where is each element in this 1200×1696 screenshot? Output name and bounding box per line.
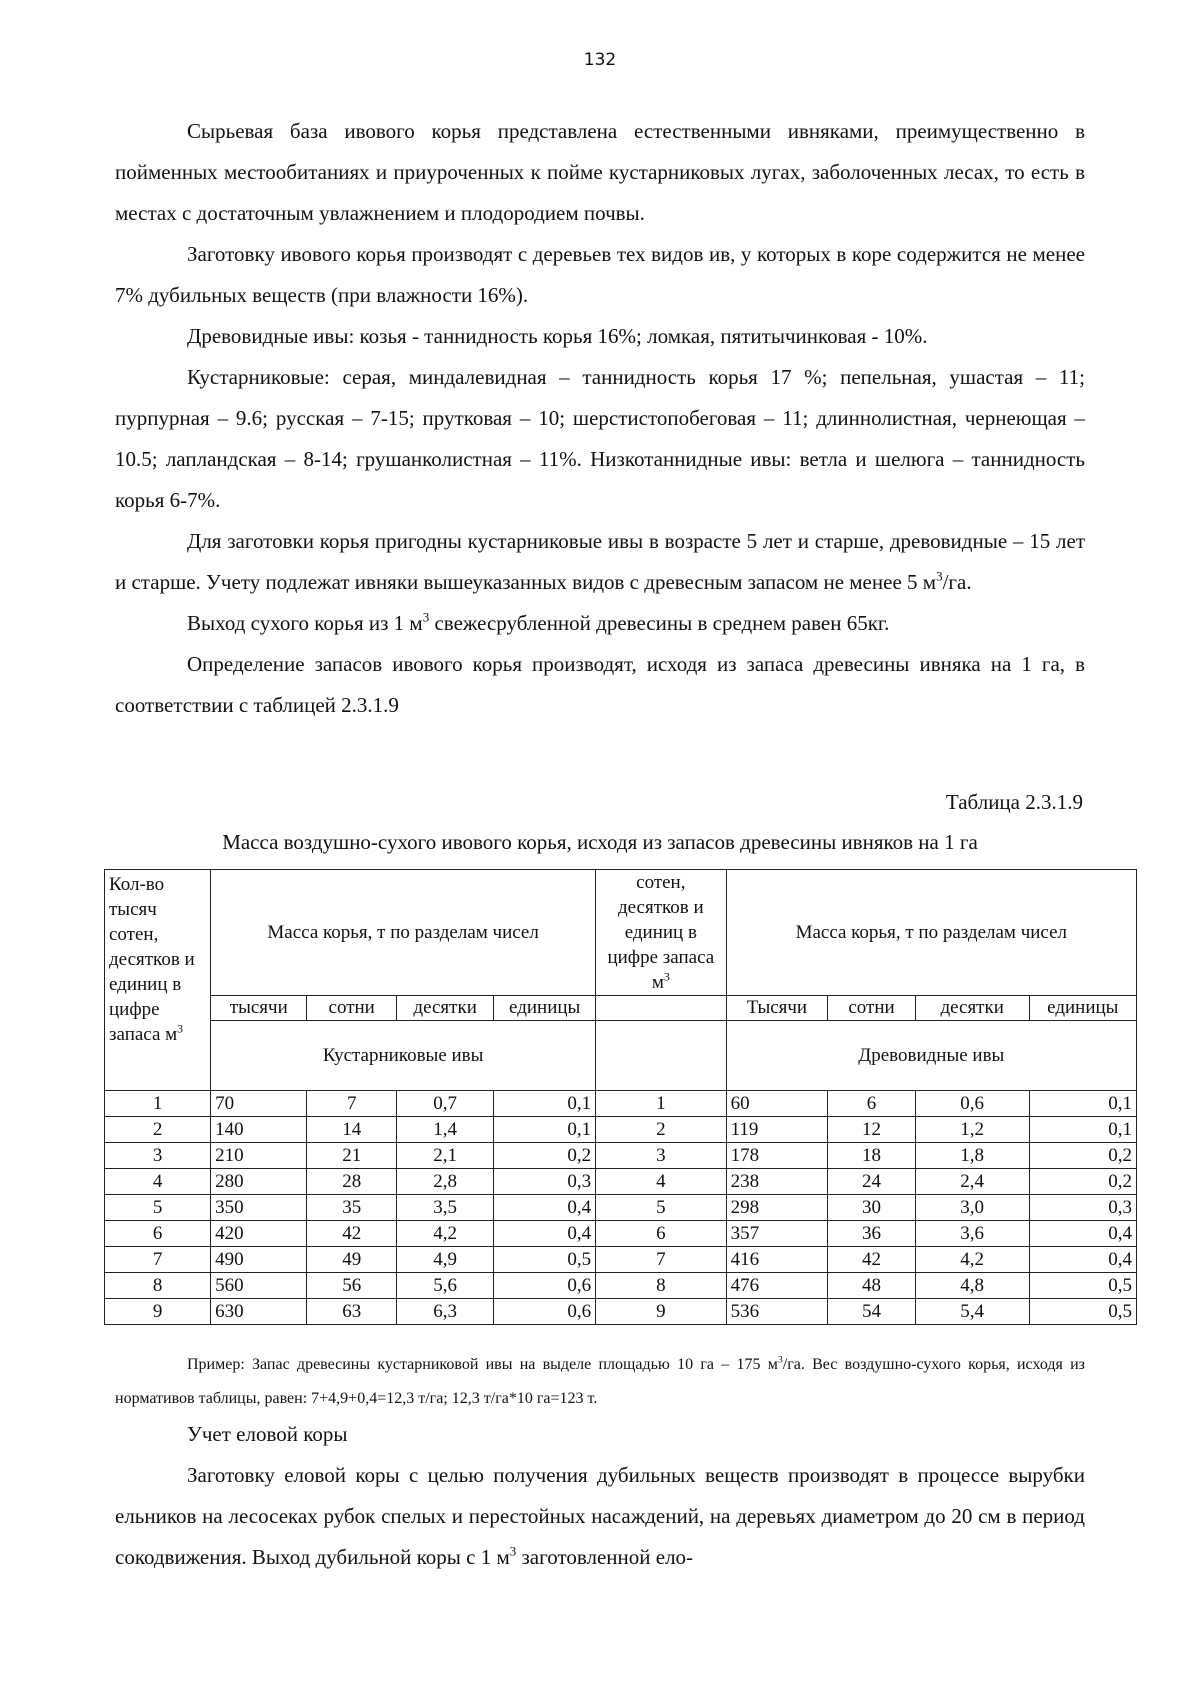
age-stock-unit: /га. (942, 570, 972, 594)
table-cell: 8 (105, 1273, 211, 1299)
example-text-start: Пример: Запас древесины кустарниковой ивы на выделе площадью 10 га – 175 м (187, 1356, 778, 1373)
table-cell: 1,8 (915, 1143, 1029, 1169)
age-stock-text: Для заготовки корья пригодны кустарниковые ивы в возрасте 5 лет и старше, древовидные – 15 лет и старше. Учету подлежат ивняки вышеуказанных видов с древесным запасом не менее 5 м (115, 529, 1085, 594)
table-number: Таблица 2.3.1.9 (945, 790, 1083, 814)
subheader-units: единицы (1029, 996, 1136, 1021)
table-cell: 5 (105, 1195, 211, 1221)
example-note (115, 1348, 1085, 1416)
table-cell: 7 (307, 1091, 397, 1117)
superscript: 3 (663, 970, 670, 984)
table-cell: 2 (596, 1117, 727, 1143)
paragraph-tree-willows: Древовидные ивы: козья - таннидность корья 16%; ломкая, пятитычинковая - 10%. (187, 324, 928, 348)
table-cell: 63 (307, 1299, 397, 1325)
spruce-text-end: заготовленной ело- (516, 1545, 694, 1569)
subheader-hundreds: сотни (307, 996, 397, 1021)
table-cell: 238 (726, 1169, 828, 1195)
paragraph-shrub-willows: Кустарниковые: серая, миндалевидная – таннидность корья 17 %; пепельная, ушастая – 11; пурпурная – 9.6; русская – 7-15; прутковая – 10; шерстистопобеговая – 11; длиннолистная, чернеющая – 10.5; лапландская – 8-14; грушанколистная – 11%. Низкотаннидные ивы: ветла и шелюга – таннидность корья 6-7%. (115, 365, 1085, 512)
table-cell: 48 (828, 1273, 915, 1299)
table-cell: 54 (828, 1299, 915, 1325)
table-cell: 18 (828, 1143, 915, 1169)
table-cell: 210 (211, 1143, 307, 1169)
table-body (105, 1091, 1137, 1325)
spruce-text-start: Заготовку еловой коры с целью получения дубильных веществ производят в процессе вырубки ельников на лесосеках рубок спелых и перестойных насаждений, на деревьях диаметром до 20 см в период сокодвижения. Выход дубильной коры с 1 м (115, 1463, 1085, 1569)
table-cell: 0,1 (1029, 1117, 1136, 1143)
subheader-tens: десятки (915, 996, 1029, 1021)
table-cell: 4,2 (915, 1247, 1029, 1273)
subheader-thousands: тысячи (211, 996, 307, 1021)
table-cell: 298 (726, 1195, 828, 1221)
table-cell: 178 (726, 1143, 828, 1169)
table-cell: 0,3 (1029, 1195, 1136, 1221)
table-row (105, 1169, 1137, 1195)
subheader-hundreds: сотни (828, 996, 915, 1021)
table-cell: 2 (105, 1117, 211, 1143)
table-cell: 0,5 (1029, 1299, 1136, 1325)
empty-cell (596, 996, 727, 1021)
table-cell: 4 (596, 1169, 727, 1195)
superscript: 3 (177, 1022, 184, 1036)
body-text-top (115, 111, 1085, 726)
table-cell: 14 (307, 1117, 397, 1143)
table-cell: 140 (211, 1117, 307, 1143)
table-cell: 49 (307, 1247, 397, 1273)
table-cell: 3 (105, 1143, 211, 1169)
table-cell: 4,8 (915, 1273, 1029, 1299)
table-cell: 3,6 (915, 1221, 1029, 1247)
example-text-end: /га. Вес воздушно-сухого корья, исходя из нормативов таблицы, равен: 7+4,9+0,4=12,3 т/га; 12,3 т/га*10 га=123 т. (115, 1356, 1086, 1407)
table-cell: 5,4 (915, 1299, 1029, 1325)
table-cell: 5,6 (396, 1273, 493, 1299)
table-cell: 3 (596, 1143, 727, 1169)
table-cell: 2,8 (396, 1169, 493, 1195)
table-cell: 1,4 (396, 1117, 493, 1143)
superscript: 3 (936, 568, 943, 584)
yield-text-start: Выход сухого корья из 1 м (187, 611, 423, 635)
section-heading-spruce-bark: Учет еловой коры (187, 1422, 348, 1446)
subheader-units: единицы (494, 996, 596, 1021)
table-row (105, 1299, 1137, 1325)
table-cell: 536 (726, 1299, 828, 1325)
table-cell: 1 (596, 1091, 727, 1117)
table-row (105, 1117, 1137, 1143)
table-cell: 0,6 (494, 1273, 596, 1299)
table-cell: 24 (828, 1169, 915, 1195)
table-cell: 0,4 (494, 1221, 596, 1247)
group-tree-willows: Древовидные ивы (726, 1021, 1136, 1091)
paragraph-age-stock (115, 521, 1085, 603)
table-cell: 7 (596, 1247, 727, 1273)
table-cell: 0,1 (1029, 1091, 1136, 1117)
table-cell: 0,6 (494, 1299, 596, 1325)
table-cell: 9 (105, 1299, 211, 1325)
table-cell: 350 (211, 1195, 307, 1221)
table-cell: 21 (307, 1143, 397, 1169)
table-cell: 420 (211, 1221, 307, 1247)
table-row (105, 1195, 1137, 1221)
table-cell: 42 (828, 1247, 915, 1273)
table-cell: 490 (211, 1247, 307, 1273)
table-cell: 0,5 (494, 1247, 596, 1273)
table-cell: 8 (596, 1273, 727, 1299)
table-cell: 0,2 (1029, 1169, 1136, 1195)
body-text-bottom (115, 1414, 1085, 1578)
table-cell: 560 (211, 1273, 307, 1299)
table-cell: 6,3 (396, 1299, 493, 1325)
superscript: 3 (509, 1543, 517, 1559)
table-cell: 30 (828, 1195, 915, 1221)
table-cell: 4,2 (396, 1221, 493, 1247)
paragraph-raw-material: Сырьевая база ивового корья представлена естественными ивняками, преимущественно в пойменных местообитаниях и приуроченных к пойме кустарниковых лугах, заболоченных лесах, то есть в местах с достаточным увлажнением и плодородием почвы. (115, 119, 1085, 225)
table-cell: 280 (211, 1169, 307, 1195)
table-row (105, 1091, 1137, 1117)
superscript: 3 (777, 1354, 783, 1366)
table-cell: 9 (596, 1299, 727, 1325)
table-cell: 56 (307, 1273, 397, 1299)
group-shrub-willows: Кустарниковые ивы (211, 1021, 596, 1091)
table-cell: 7 (105, 1247, 211, 1273)
table-cell: 60 (726, 1091, 828, 1117)
paragraph-definition: Определение запасов ивового корья производят, исходя из запаса древесины ивняка на 1 га, в соответствии с таблицей 2.3.1.9 (115, 652, 1085, 717)
table-cell: 0,4 (1029, 1247, 1136, 1273)
table-row (105, 1221, 1137, 1247)
table-caption: Масса воздушно-сухого ивового корья, исходя из запасов древесины ивняков на 1 га (222, 830, 978, 854)
header-mass-right: Масса корья, т по разделам чисел (726, 870, 1136, 996)
table-cell: 42 (307, 1221, 397, 1247)
table-cell: 119 (726, 1117, 828, 1143)
table-cell: 0,2 (494, 1143, 596, 1169)
table-cell: 0,2 (1029, 1143, 1136, 1169)
table-cell: 1,2 (915, 1117, 1029, 1143)
header-stock-digits-left-text: Кол-во тысяч сотен, десятков и единиц в цифре запаса м (109, 874, 195, 1045)
table-cell: 0,4 (1029, 1221, 1136, 1247)
table-cell: 0,3 (494, 1169, 596, 1195)
table-cell: 476 (726, 1273, 828, 1299)
table-cell: 0,5 (1029, 1273, 1136, 1299)
table-cell: 2,4 (915, 1169, 1029, 1195)
superscript: 3 (422, 609, 430, 625)
paragraph-yield (115, 603, 1085, 644)
table-cell: 0,6 (915, 1091, 1029, 1117)
table-cell: 2,1 (396, 1143, 493, 1169)
header-stock-digits-mid (596, 870, 727, 996)
table-cell: 6 (105, 1221, 211, 1247)
header-stock-digits-left (105, 870, 211, 1091)
table-cell: 3,0 (915, 1195, 1029, 1221)
table-cell: 0,7 (396, 1091, 493, 1117)
table-cell: 0,4 (494, 1195, 596, 1221)
subheader-thousands: Тысячи (726, 996, 828, 1021)
table-cell: 357 (726, 1221, 828, 1247)
header-mass-left: Масса корья, т по разделам чисел (211, 870, 596, 996)
table-cell: 416 (726, 1247, 828, 1273)
table-cell: 6 (596, 1221, 727, 1247)
header-stock-digits-mid-text: сотен, десятков и единиц в цифре запаса м (607, 872, 715, 993)
table-cell: 4,9 (396, 1247, 493, 1273)
empty-cell (596, 1021, 727, 1091)
table-cell: 12 (828, 1117, 915, 1143)
table-cell: 6 (828, 1091, 915, 1117)
table-cell: 1 (105, 1091, 211, 1117)
table-cell: 36 (828, 1221, 915, 1247)
table-cell: 3,5 (396, 1195, 493, 1221)
yield-text-end: свежесрубленной древесины в среднем равен 65кг. (429, 611, 890, 635)
bark-mass-table (104, 869, 1137, 1325)
table-cell: 28 (307, 1169, 397, 1195)
table-row (105, 1247, 1137, 1273)
paragraph-harvesting: Заготовку ивового корья производят с деревьев тех видов ив, у которых в коре содержится не менее 7% дубильных веществ (при влажности 16%). (115, 242, 1085, 307)
paragraph-spruce-bark (115, 1455, 1085, 1578)
table-row (105, 1273, 1137, 1299)
table-cell: 0,1 (494, 1091, 596, 1117)
table-cell: 5 (596, 1195, 727, 1221)
table-cell: 4 (105, 1169, 211, 1195)
subheader-tens: десятки (396, 996, 493, 1021)
table-cell: 70 (211, 1091, 307, 1117)
page-number: 132 (583, 50, 617, 70)
table-cell: 0,1 (494, 1117, 596, 1143)
table-cell: 630 (211, 1299, 307, 1325)
table-row (105, 1143, 1137, 1169)
table-cell: 35 (307, 1195, 397, 1221)
